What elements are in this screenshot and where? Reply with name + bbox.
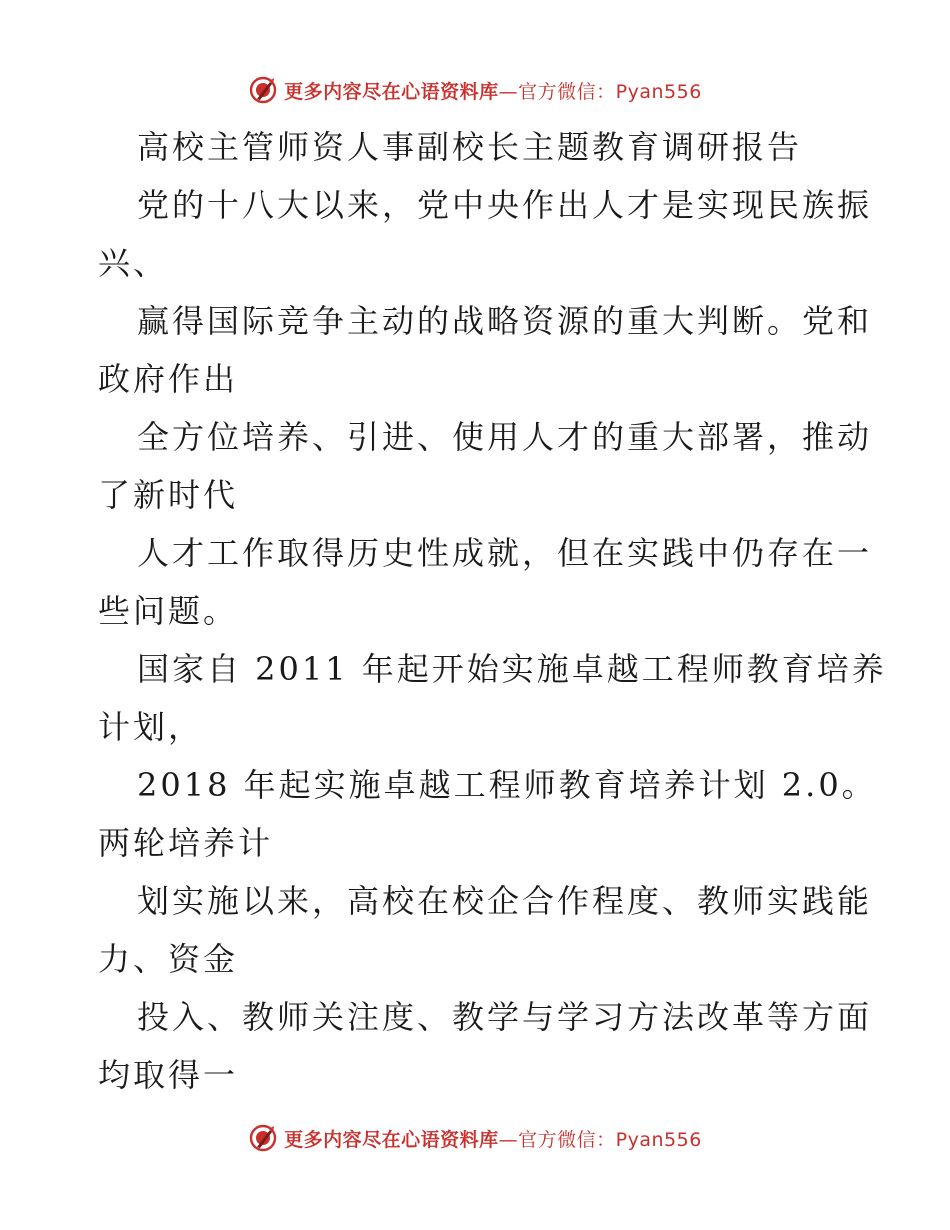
paragraph-line: 兴、 [98, 244, 169, 282]
paragraph-line: 赢得国际竞争主动的战略资源的重大判断。党和 [137, 302, 873, 340]
paragraph-line: 两轮培养计 [98, 824, 274, 862]
watermark-contact-text: —官方微信：Pyan556 [498, 80, 702, 103]
document-title: 高校主管师资人事副校长主题教育调研报告 [137, 128, 803, 166]
paragraph-line: 划实施以来，高校在校企合作程度、教师实践能 [137, 882, 873, 920]
watermark-brand-text: 更多内容尽在心语资料库 [284, 80, 499, 103]
quill-pen-logo-icon [248, 75, 278, 105]
paragraph-line: 国家自 2011 年起开始实施卓越工程师教育培养 [137, 650, 887, 688]
paragraph-line: 党的十八大以来，党中央作出人才是实现民族振 [137, 186, 873, 224]
paragraph-line: 2018 年起实施卓越工程师教育培养计划 2.0。 [137, 766, 877, 804]
paragraph-line: 政府作出 [98, 360, 239, 398]
paragraph-line: 了新时代 [98, 476, 239, 514]
paragraph-line: 全方位培养、引进、使用人才的重大部署，推动 [137, 418, 873, 456]
paragraph-line: 均取得一 [98, 1056, 239, 1094]
paragraph-line: 人才工作取得历史性成就，但在实践中仍存在一 [137, 534, 873, 572]
paragraph-line: 投入、教师关注度、教学与学习方法改革等方面 [137, 998, 873, 1036]
watermark-brand-text: 更多内容尽在心语资料库 [284, 1128, 499, 1151]
paragraph-line: 力、资金 [98, 940, 239, 978]
paragraph-line: 些问题。 [98, 592, 239, 630]
footer-watermark [0, 1118, 950, 1158]
header-watermark [0, 70, 950, 110]
watermark-contact-text: —官方微信：Pyan556 [498, 1128, 702, 1151]
quill-pen-logo-icon [248, 1123, 278, 1153]
paragraph-line: 计划， [98, 708, 204, 746]
